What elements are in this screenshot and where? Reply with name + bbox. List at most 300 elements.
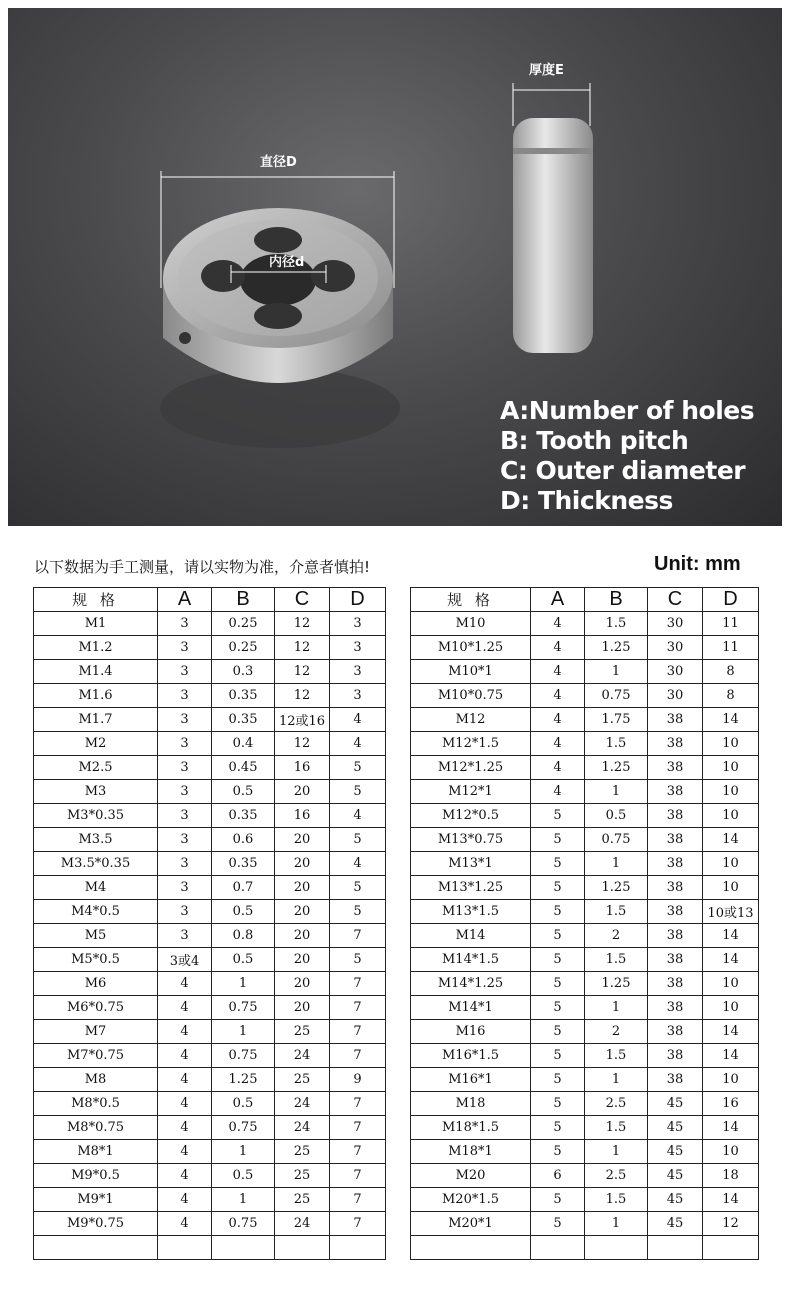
table-cell: M13*1.5 bbox=[411, 900, 531, 924]
table-row bbox=[411, 1236, 759, 1260]
table-cell: 4 bbox=[531, 732, 585, 756]
table-cell: M5 bbox=[34, 924, 158, 948]
table-cell: 38 bbox=[648, 708, 703, 732]
table-row bbox=[411, 1092, 759, 1116]
table-cell: 2.5 bbox=[585, 1092, 648, 1116]
table-cell: 14 bbox=[703, 948, 759, 972]
table-cell: 1.5 bbox=[585, 1188, 648, 1212]
table-cell: 4 bbox=[158, 1212, 212, 1236]
table-header bbox=[411, 588, 759, 612]
table-cell: 3 bbox=[158, 852, 212, 876]
table-cell: 1.75 bbox=[585, 708, 648, 732]
table-cell: 4 bbox=[531, 756, 585, 780]
table-cell: 7 bbox=[330, 1092, 386, 1116]
table-row bbox=[34, 828, 386, 852]
table-row bbox=[34, 756, 386, 780]
legend-a: A:Number of holes bbox=[500, 396, 755, 425]
header-a: A bbox=[158, 588, 212, 612]
table-cell: 3或4 bbox=[158, 948, 212, 972]
table-row bbox=[411, 852, 759, 876]
table-cell: 3 bbox=[158, 708, 212, 732]
table-cell: 30 bbox=[648, 684, 703, 708]
table-cell: 45 bbox=[648, 1116, 703, 1140]
table-cell: M7 bbox=[34, 1020, 158, 1044]
table-cell: 12 bbox=[275, 660, 330, 684]
table-cell: 4 bbox=[158, 1068, 212, 1092]
table-cell: 0.5 bbox=[212, 1092, 275, 1116]
table-cell: 4 bbox=[158, 1164, 212, 1188]
table-row bbox=[34, 996, 386, 1020]
table-row bbox=[411, 924, 759, 948]
table-cell: M6 bbox=[34, 972, 158, 996]
table-cell: M14*1.5 bbox=[411, 948, 531, 972]
inner-diameter-label: 内径d bbox=[269, 255, 305, 270]
table-cell: M10*0.75 bbox=[411, 684, 531, 708]
table-cell: 1.5 bbox=[585, 900, 648, 924]
table-row bbox=[34, 732, 386, 756]
table-cell: M8 bbox=[34, 1068, 158, 1092]
table-cell: 0.6 bbox=[212, 828, 275, 852]
table-row bbox=[34, 804, 386, 828]
table-cell: 45 bbox=[648, 1164, 703, 1188]
table-row bbox=[34, 948, 386, 972]
table-cell: M8*0.75 bbox=[34, 1116, 158, 1140]
table-cell: 25 bbox=[275, 1068, 330, 1092]
table-cell: 12 bbox=[703, 1212, 759, 1236]
diameter-label: 直径D bbox=[260, 155, 297, 170]
table-cell: 20 bbox=[275, 996, 330, 1020]
table-cell: 5 bbox=[531, 900, 585, 924]
table-cell: 4 bbox=[158, 1044, 212, 1068]
table-cell: 20 bbox=[275, 972, 330, 996]
table-cell: M3.5 bbox=[34, 828, 158, 852]
table-cell: M9*1 bbox=[34, 1188, 158, 1212]
thickness-label: 厚度E bbox=[529, 63, 564, 78]
notice-text: 以下数据为手工测量，请以实物为准，介意者慎拍! bbox=[34, 558, 371, 576]
table-cell: 5 bbox=[531, 1140, 585, 1164]
table-cell: 14 bbox=[703, 1020, 759, 1044]
table-cell: M12*0.5 bbox=[411, 804, 531, 828]
table-cell: 20 bbox=[275, 828, 330, 852]
table-cell: M10*1.25 bbox=[411, 636, 531, 660]
table-cell: 3 bbox=[158, 828, 212, 852]
table-cell: 12 bbox=[275, 684, 330, 708]
table-cell: 7 bbox=[330, 1044, 386, 1068]
table-row bbox=[411, 804, 759, 828]
table-cell: 3 bbox=[330, 684, 386, 708]
table-cell: 10 bbox=[703, 996, 759, 1020]
table-cell: 0.25 bbox=[212, 612, 275, 636]
table-cell: 3 bbox=[158, 756, 212, 780]
table-cell: M3.5*0.35 bbox=[34, 852, 158, 876]
table-cell: 1.5 bbox=[585, 1116, 648, 1140]
table-cell: M5*0.5 bbox=[34, 948, 158, 972]
spec-table-right bbox=[410, 587, 759, 1260]
table-cell: M14*1.25 bbox=[411, 972, 531, 996]
header-c: C bbox=[275, 588, 330, 612]
table-cell: 5 bbox=[531, 876, 585, 900]
table-cell: 5 bbox=[531, 828, 585, 852]
table-row bbox=[411, 900, 759, 924]
table-cell: 38 bbox=[648, 1020, 703, 1044]
table-cell: 1 bbox=[585, 660, 648, 684]
table-cell: M18*1 bbox=[411, 1140, 531, 1164]
table-cell: 10 bbox=[703, 852, 759, 876]
table-cell: 3 bbox=[158, 612, 212, 636]
table-cell: 30 bbox=[648, 612, 703, 636]
table-cell: M18 bbox=[411, 1092, 531, 1116]
table-row bbox=[411, 780, 759, 804]
table-cell: M13*0.75 bbox=[411, 828, 531, 852]
table-cell: 5 bbox=[531, 1212, 585, 1236]
table-cell: 3 bbox=[330, 612, 386, 636]
table-cell: 4 bbox=[158, 1092, 212, 1116]
table-cell: 10 bbox=[703, 972, 759, 996]
table-cell: 16 bbox=[275, 756, 330, 780]
table-row bbox=[34, 636, 386, 660]
table-cell: M8*0.5 bbox=[34, 1092, 158, 1116]
table-cell: 4 bbox=[330, 804, 386, 828]
table-cell: 38 bbox=[648, 852, 703, 876]
table-cell: M1.4 bbox=[34, 660, 158, 684]
table-cell: 16 bbox=[275, 804, 330, 828]
table-cell: 14 bbox=[703, 1116, 759, 1140]
legend-b: B: Tooth pitch bbox=[500, 426, 689, 455]
table-cell: 9 bbox=[330, 1068, 386, 1092]
table-cell: 0.8 bbox=[212, 924, 275, 948]
table-row bbox=[411, 1140, 759, 1164]
table-cell: 4 bbox=[158, 972, 212, 996]
table-cell: 7 bbox=[330, 1212, 386, 1236]
table-row bbox=[411, 684, 759, 708]
table-row bbox=[34, 972, 386, 996]
table-cell: 1 bbox=[212, 1188, 275, 1212]
table-cell: 0.4 bbox=[212, 732, 275, 756]
table-cell: 24 bbox=[275, 1116, 330, 1140]
table-cell: 25 bbox=[275, 1020, 330, 1044]
table-cell: M6*0.75 bbox=[34, 996, 158, 1020]
table-cell: 38 bbox=[648, 804, 703, 828]
table-cell: M12*1 bbox=[411, 780, 531, 804]
table-row bbox=[411, 996, 759, 1020]
table-cell: 16 bbox=[703, 1092, 759, 1116]
table-cell: 5 bbox=[531, 972, 585, 996]
table-cell: 4 bbox=[330, 852, 386, 876]
table-cell: M1.7 bbox=[34, 708, 158, 732]
table-cell: 7 bbox=[330, 1020, 386, 1044]
header-d: D bbox=[330, 588, 386, 612]
table-cell: 14 bbox=[703, 1044, 759, 1068]
table-cell: M9*0.75 bbox=[34, 1212, 158, 1236]
table-cell: 14 bbox=[703, 924, 759, 948]
table-cell: 5 bbox=[531, 1092, 585, 1116]
table-cell: 10 bbox=[703, 780, 759, 804]
table-cell: 12 bbox=[275, 732, 330, 756]
table-cell: 2.5 bbox=[585, 1164, 648, 1188]
table-cell: 0.35 bbox=[212, 708, 275, 732]
table-cell: 38 bbox=[648, 876, 703, 900]
table-cell: 7 bbox=[330, 1164, 386, 1188]
table-cell: M20*1.5 bbox=[411, 1188, 531, 1212]
table-cell: 38 bbox=[648, 948, 703, 972]
table-cell: 20 bbox=[275, 876, 330, 900]
table-cell: M3 bbox=[34, 780, 158, 804]
legend-d: D: Thickness bbox=[500, 486, 673, 515]
table-row bbox=[34, 612, 386, 636]
table-cell bbox=[585, 1236, 648, 1260]
table-cell: 24 bbox=[275, 1044, 330, 1068]
header-d: D bbox=[703, 588, 759, 612]
table-cell bbox=[703, 1236, 759, 1260]
table-cell: M12*1.25 bbox=[411, 756, 531, 780]
table-cell: 1 bbox=[212, 1020, 275, 1044]
table-cell: M10*1 bbox=[411, 660, 531, 684]
table-row bbox=[34, 1236, 386, 1260]
table-row bbox=[411, 1212, 759, 1236]
table-cell: 5 bbox=[531, 996, 585, 1020]
table-cell: M1.2 bbox=[34, 636, 158, 660]
table-cell: 1 bbox=[585, 996, 648, 1020]
table-cell: 45 bbox=[648, 1092, 703, 1116]
table-cell: 0.5 bbox=[212, 900, 275, 924]
table-cell: 1 bbox=[585, 1068, 648, 1092]
table-cell: 38 bbox=[648, 900, 703, 924]
table-row bbox=[34, 1212, 386, 1236]
table-cell: M10 bbox=[411, 612, 531, 636]
table-cell: 3 bbox=[158, 660, 212, 684]
table-cell: M14*1 bbox=[411, 996, 531, 1020]
table-cell: 4 bbox=[158, 1188, 212, 1212]
table-cell: 45 bbox=[648, 1140, 703, 1164]
table-row bbox=[411, 756, 759, 780]
table-cell: 5 bbox=[330, 900, 386, 924]
table-row bbox=[34, 1020, 386, 1044]
table-cell: 3 bbox=[158, 780, 212, 804]
table-cell: M16 bbox=[411, 1020, 531, 1044]
table-header bbox=[34, 588, 386, 612]
table-cell: 4 bbox=[531, 708, 585, 732]
table-cell: 38 bbox=[648, 1068, 703, 1092]
table-cell: 18 bbox=[703, 1164, 759, 1188]
table-cell: 10 bbox=[703, 804, 759, 828]
table-cell: M18*1.5 bbox=[411, 1116, 531, 1140]
table-row bbox=[34, 1164, 386, 1188]
table-row bbox=[411, 1020, 759, 1044]
table-cell: 1.5 bbox=[585, 948, 648, 972]
table-cell bbox=[648, 1236, 703, 1260]
table-cell: 45 bbox=[648, 1212, 703, 1236]
table-cell: 20 bbox=[275, 780, 330, 804]
table-cell: 5 bbox=[531, 852, 585, 876]
table-row bbox=[34, 1044, 386, 1068]
table-cell: 0.25 bbox=[212, 636, 275, 660]
table-cell: M1.6 bbox=[34, 684, 158, 708]
table-cell: 20 bbox=[275, 924, 330, 948]
table-cell bbox=[34, 1236, 158, 1260]
table-row bbox=[34, 1116, 386, 1140]
table-cell: 7 bbox=[330, 1188, 386, 1212]
table-cell: M3*0.35 bbox=[34, 804, 158, 828]
table-cell: M9*0.5 bbox=[34, 1164, 158, 1188]
table-cell: 0.7 bbox=[212, 876, 275, 900]
table-row bbox=[34, 1092, 386, 1116]
table-cell: M14 bbox=[411, 924, 531, 948]
table-cell: 1.5 bbox=[585, 1044, 648, 1068]
table-cell bbox=[212, 1236, 275, 1260]
table-cell: M16*1.5 bbox=[411, 1044, 531, 1068]
table-cell: M20 bbox=[411, 1164, 531, 1188]
table-cell: 12或16 bbox=[275, 708, 330, 732]
table-cell: 7 bbox=[330, 1140, 386, 1164]
legend bbox=[500, 396, 754, 516]
table-cell: 4 bbox=[531, 684, 585, 708]
table-cell: 0.5 bbox=[585, 804, 648, 828]
table-cell bbox=[330, 1236, 386, 1260]
table-cell: 0.75 bbox=[212, 1116, 275, 1140]
legend-c: C: Outer diameter bbox=[500, 456, 746, 485]
table-cell: 5 bbox=[531, 1188, 585, 1212]
table-cell: 24 bbox=[275, 1212, 330, 1236]
table-cell: M7*0.75 bbox=[34, 1044, 158, 1068]
table-cell: 1.25 bbox=[585, 756, 648, 780]
table-cell: 2 bbox=[585, 1020, 648, 1044]
table-row bbox=[411, 1116, 759, 1140]
table-cell: 12 bbox=[275, 636, 330, 660]
table-cell: 38 bbox=[648, 972, 703, 996]
table-cell: M16*1 bbox=[411, 1068, 531, 1092]
table-row bbox=[34, 708, 386, 732]
table-cell: M13*1 bbox=[411, 852, 531, 876]
header-c: C bbox=[648, 588, 703, 612]
table-cell: 38 bbox=[648, 996, 703, 1020]
table-cell: 5 bbox=[531, 804, 585, 828]
table-cell: 20 bbox=[275, 852, 330, 876]
table-cell: M4 bbox=[34, 876, 158, 900]
table-cell: 38 bbox=[648, 1044, 703, 1068]
table-cell: 3 bbox=[330, 660, 386, 684]
table-cell: 1.25 bbox=[585, 972, 648, 996]
table-cell: 14 bbox=[703, 708, 759, 732]
table-cell: 3 bbox=[158, 876, 212, 900]
table-cell: 25 bbox=[275, 1140, 330, 1164]
table-cell: 38 bbox=[648, 780, 703, 804]
table-cell: 0.75 bbox=[585, 828, 648, 852]
table-cell: 0.35 bbox=[212, 804, 275, 828]
header-spec: 规 格 bbox=[34, 588, 158, 612]
table-cell: 11 bbox=[703, 636, 759, 660]
table-cell: 3 bbox=[158, 636, 212, 660]
table-cell: 4 bbox=[158, 1020, 212, 1044]
table-cell: M1 bbox=[34, 612, 158, 636]
table-cell: 2 bbox=[585, 924, 648, 948]
table-cell: 5 bbox=[330, 780, 386, 804]
table-cell: 1 bbox=[585, 780, 648, 804]
table-cell: 5 bbox=[330, 828, 386, 852]
table-cell: 4 bbox=[531, 780, 585, 804]
table-cell: M20*1 bbox=[411, 1212, 531, 1236]
table-cell: 0.45 bbox=[212, 756, 275, 780]
table-cell: 5 bbox=[330, 948, 386, 972]
table-cell: 5 bbox=[531, 924, 585, 948]
table-cell: 38 bbox=[648, 828, 703, 852]
table-cell: 24 bbox=[275, 1092, 330, 1116]
table-cell: 5 bbox=[531, 1044, 585, 1068]
table-cell: 10 bbox=[703, 756, 759, 780]
table-cell: M2.5 bbox=[34, 756, 158, 780]
table-cell: 38 bbox=[648, 924, 703, 948]
table-cell: 0.75 bbox=[212, 1212, 275, 1236]
table-cell: 1 bbox=[585, 852, 648, 876]
table-cell: 4 bbox=[158, 1140, 212, 1164]
table-row bbox=[34, 1140, 386, 1164]
table-cell: 30 bbox=[648, 636, 703, 660]
table-row bbox=[34, 684, 386, 708]
table-cell: 3 bbox=[158, 732, 212, 756]
table-cell: 1.5 bbox=[585, 732, 648, 756]
spec-table-left bbox=[33, 587, 386, 1260]
table-cell: 14 bbox=[703, 1188, 759, 1212]
table-cell: 20 bbox=[275, 948, 330, 972]
table-row bbox=[411, 1068, 759, 1092]
table-cell: M4*0.5 bbox=[34, 900, 158, 924]
table-row bbox=[34, 924, 386, 948]
table-cell: 4 bbox=[158, 1116, 212, 1140]
table-cell: 0.5 bbox=[212, 1164, 275, 1188]
table-cell: 0.3 bbox=[212, 660, 275, 684]
table-cell: 4 bbox=[330, 708, 386, 732]
table-row bbox=[411, 972, 759, 996]
table-cell: 1 bbox=[585, 1140, 648, 1164]
table-cell: 12 bbox=[275, 612, 330, 636]
table-cell: 5 bbox=[330, 756, 386, 780]
table-cell: 0.75 bbox=[212, 996, 275, 1020]
table-row bbox=[411, 660, 759, 684]
table-row bbox=[34, 876, 386, 900]
table-cell: 0.75 bbox=[585, 684, 648, 708]
table-cell: 7 bbox=[330, 924, 386, 948]
table-cell bbox=[275, 1236, 330, 1260]
table-cell: 3 bbox=[330, 636, 386, 660]
table-cell: 4 bbox=[158, 996, 212, 1020]
table-row bbox=[411, 636, 759, 660]
table-cell: 1.5 bbox=[585, 612, 648, 636]
table-cell: 8 bbox=[703, 684, 759, 708]
header-b: B bbox=[585, 588, 648, 612]
table-cell: 10 bbox=[703, 1140, 759, 1164]
table-cell: M12*1.5 bbox=[411, 732, 531, 756]
table-cell: 4 bbox=[531, 636, 585, 660]
table-cell: 0.75 bbox=[212, 1044, 275, 1068]
table-cell: M2 bbox=[34, 732, 158, 756]
table-cell: 5 bbox=[531, 948, 585, 972]
table-cell: M8*1 bbox=[34, 1140, 158, 1164]
table-cell: 8 bbox=[703, 660, 759, 684]
table-cell: 7 bbox=[330, 996, 386, 1020]
table-row bbox=[411, 876, 759, 900]
table-cell: 0.35 bbox=[212, 684, 275, 708]
table-cell: 25 bbox=[275, 1188, 330, 1212]
table-cell: 7 bbox=[330, 972, 386, 996]
table-row bbox=[34, 1188, 386, 1212]
table-cell: 38 bbox=[648, 756, 703, 780]
table-cell: 30 bbox=[648, 660, 703, 684]
table-cell: 3 bbox=[158, 684, 212, 708]
table-cell: 45 bbox=[648, 1188, 703, 1212]
table-cell: 11 bbox=[703, 612, 759, 636]
table-cell: 14 bbox=[703, 828, 759, 852]
table-row bbox=[411, 1164, 759, 1188]
table-cell bbox=[411, 1236, 531, 1260]
